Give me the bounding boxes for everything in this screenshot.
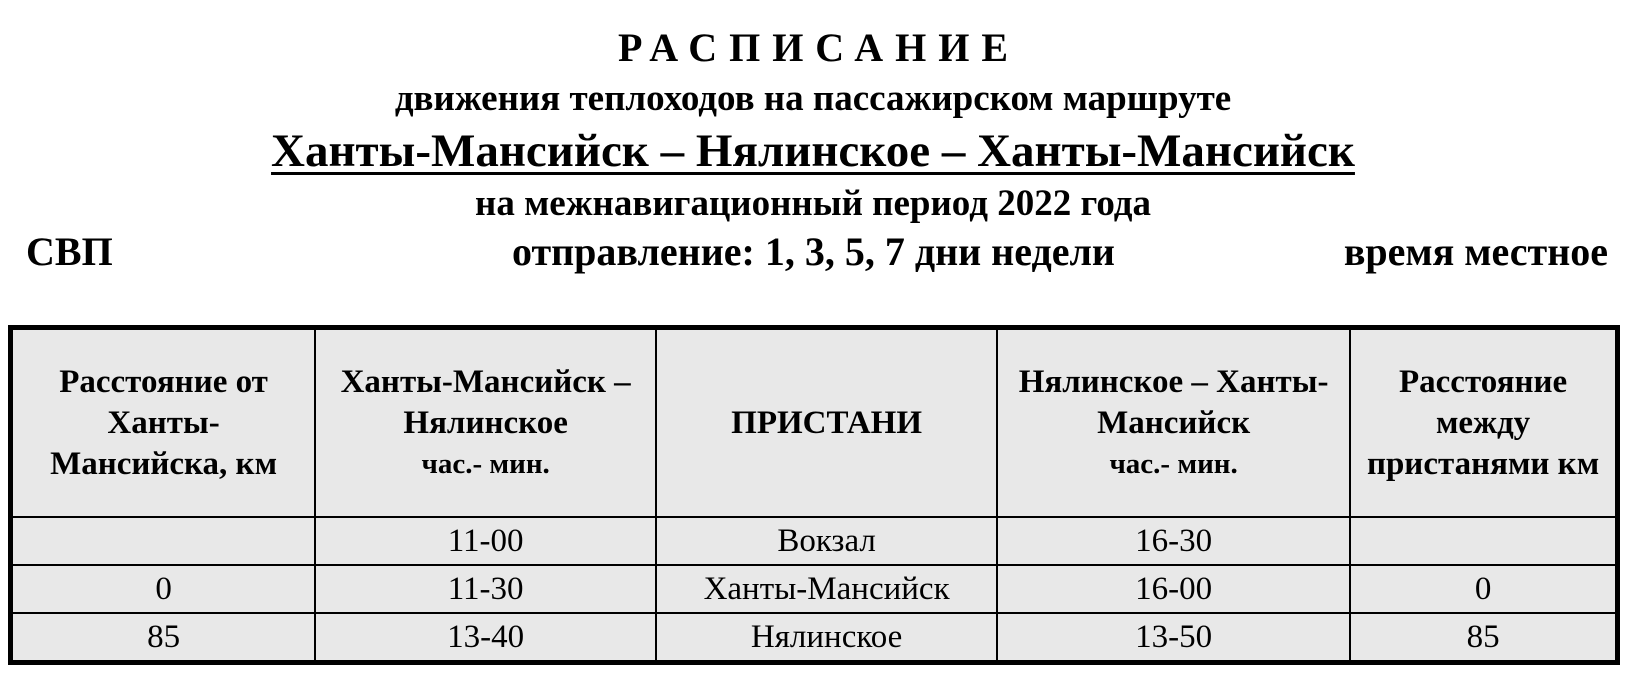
header-forward-unit: час.- мин. (421, 447, 550, 480)
cell-distance-from: 85 (11, 613, 316, 663)
table-row (11, 517, 1618, 565)
vessel-type: СВП (26, 229, 113, 274)
cell-pier: Вокзал (656, 517, 997, 565)
schedule-table (8, 325, 1620, 665)
header-distance-from-label: Расстояние от Ханты-Мансийска, км (50, 363, 278, 482)
cell-forward-time: 11-00 (315, 517, 656, 565)
cell-distance-between: 0 (1350, 565, 1617, 613)
table-row (11, 565, 1618, 613)
cell-distance-between (1350, 517, 1617, 565)
header-return-route (997, 328, 1350, 518)
header-forward-route-label: Ханты-Мансийск – Нялинское (340, 363, 631, 441)
departure-days: отправление: 1, 3, 5, 7 дни недели (512, 229, 1115, 274)
cell-distance-from: 0 (11, 565, 316, 613)
cell-return-time: 13-50 (997, 613, 1350, 663)
cell-return-time: 16-30 (997, 517, 1350, 565)
cell-return-time: 16-00 (997, 565, 1350, 613)
cell-pier: Нялинское (656, 613, 997, 663)
header-distance-from (11, 328, 316, 518)
route-title: Ханты-Мансийск – Нялинское – Ханты-Мансийск (271, 125, 1355, 177)
header-piers-label: ПРИСТАНИ (731, 404, 923, 441)
cell-distance-between: 85 (1350, 613, 1617, 663)
table-row (11, 613, 1618, 663)
header-distance-between-label: Расстояние между пристанями км (1366, 363, 1600, 482)
cell-forward-time: 11-30 (315, 565, 656, 613)
header-return-route-label: Нялинское – Ханты-Мансийск (1018, 363, 1329, 441)
cell-distance-from (11, 517, 316, 565)
table-header-row (11, 328, 1618, 518)
header-distance-between (1350, 328, 1617, 518)
title-heading: РАСПИСАНИЕ (617, 25, 1020, 70)
period-title: на межнавигационный период 2022 года (475, 183, 1151, 224)
header-return-unit: час.- мин. (1109, 447, 1238, 480)
cell-pier: Ханты-Мансийск (656, 565, 997, 613)
title-subheading: движения теплоходов на пассажирском маршруте (394, 78, 1232, 119)
cell-forward-time: 13-40 (315, 613, 656, 663)
header-forward-route (315, 328, 656, 518)
time-note: время местное (1343, 229, 1608, 274)
header-piers (656, 328, 997, 518)
